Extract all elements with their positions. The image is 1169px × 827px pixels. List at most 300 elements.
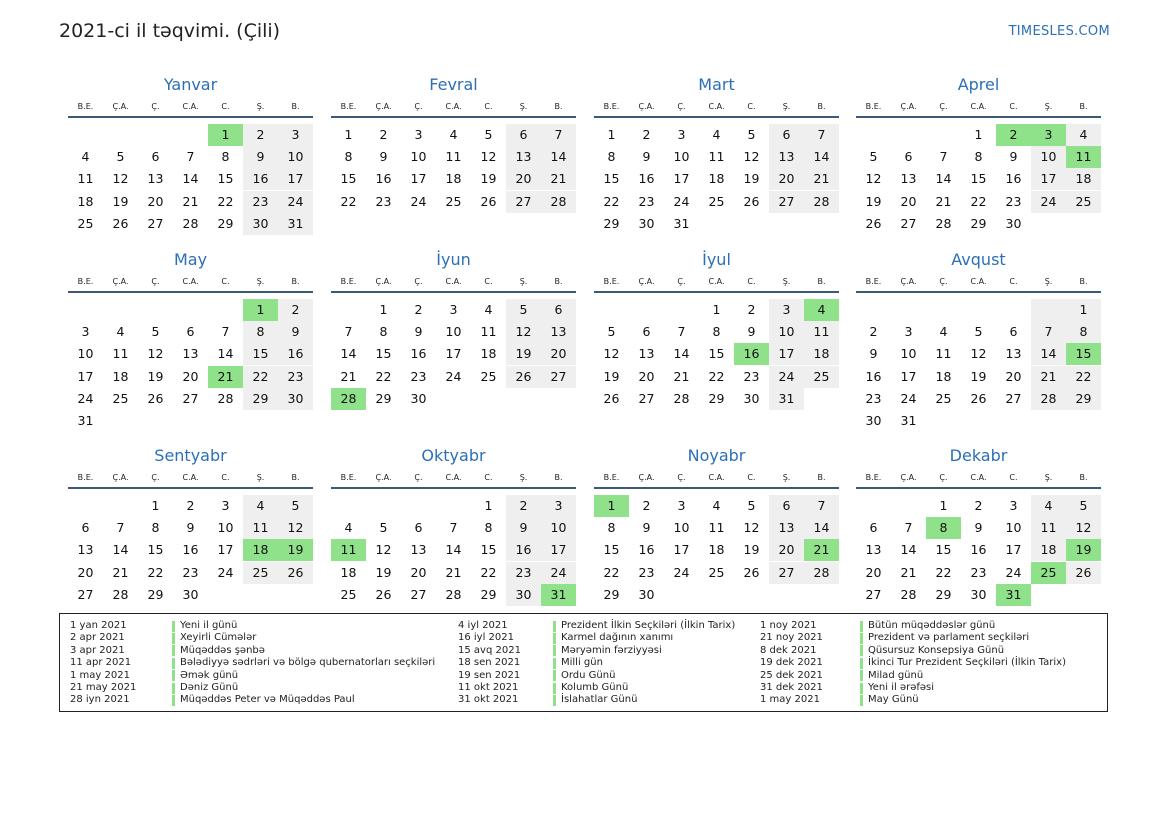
day-cell[interactable]: 24 bbox=[541, 562, 576, 584]
day-cell[interactable]: 7 bbox=[804, 124, 839, 146]
day-cell[interactable]: 6 bbox=[506, 124, 541, 146]
day-cell[interactable]: 4 bbox=[712, 127, 721, 142]
holiday-day-cell[interactable]: 31 bbox=[541, 584, 576, 606]
day-cell[interactable]: 3 bbox=[904, 324, 913, 340]
day-cell[interactable]: 17 bbox=[278, 168, 313, 190]
day-cell[interactable]: 10 bbox=[900, 346, 917, 362]
day-cell[interactable]: 4 bbox=[939, 324, 948, 340]
day-cell[interactable]: 24 bbox=[77, 390, 94, 406]
day-cell[interactable]: 13 bbox=[77, 542, 94, 558]
day-cell[interactable]: 6 bbox=[642, 324, 651, 340]
day-cell[interactable]: 19 bbox=[865, 193, 882, 209]
day-cell[interactable]: 4 bbox=[243, 495, 278, 517]
holiday-day-cell[interactable]: 19 bbox=[1066, 539, 1101, 561]
day-cell[interactable]: 12 bbox=[375, 542, 392, 558]
day-cell[interactable]: 26 bbox=[112, 215, 129, 231]
day-cell[interactable]: 31 bbox=[673, 215, 690, 231]
day-cell[interactable]: 4 bbox=[81, 149, 90, 165]
day-cell[interactable]: 5 bbox=[151, 324, 160, 340]
day-cell[interactable]: 16 bbox=[1005, 171, 1022, 187]
day-cell[interactable]: 20 bbox=[147, 193, 164, 209]
day-cell[interactable]: 21 bbox=[900, 564, 917, 580]
day-cell[interactable]: 30 bbox=[278, 388, 313, 410]
day-cell[interactable]: 20 bbox=[900, 193, 917, 209]
day-cell[interactable]: 3 bbox=[541, 495, 576, 517]
day-cell[interactable]: 21 bbox=[935, 193, 952, 209]
day-cell[interactable]: 25 bbox=[708, 564, 725, 580]
day-cell[interactable]: 25 bbox=[77, 215, 94, 231]
day-cell[interactable]: 27 bbox=[182, 390, 199, 406]
day-cell[interactable]: 28 bbox=[445, 586, 462, 602]
day-cell[interactable]: 16 bbox=[375, 171, 392, 187]
day-cell[interactable]: 28 bbox=[217, 390, 234, 406]
day-cell[interactable]: 29 bbox=[708, 390, 725, 406]
day-cell[interactable]: 19 bbox=[970, 368, 987, 384]
day-cell[interactable]: 20 bbox=[182, 368, 199, 384]
day-cell[interactable]: 25 bbox=[445, 193, 462, 209]
day-cell[interactable]: 18 bbox=[77, 193, 94, 209]
day-cell[interactable]: 10 bbox=[445, 324, 462, 340]
day-cell[interactable]: 16 bbox=[865, 368, 882, 384]
day-cell[interactable]: 7 bbox=[677, 324, 686, 340]
day-cell[interactable]: 29 bbox=[375, 390, 392, 406]
day-cell[interactable]: 8 bbox=[344, 149, 353, 165]
day-cell[interactable]: 7 bbox=[186, 149, 195, 165]
day-cell[interactable]: 23 bbox=[506, 562, 541, 584]
day-cell[interactable]: 17 bbox=[673, 542, 690, 558]
day-cell[interactable]: 14 bbox=[217, 346, 234, 362]
day-cell[interactable]: 2 bbox=[642, 498, 651, 513]
day-cell[interactable]: 17 bbox=[1005, 542, 1022, 558]
day-cell[interactable]: 17 bbox=[1031, 168, 1066, 190]
day-cell[interactable]: 6 bbox=[414, 520, 423, 536]
day-cell[interactable]: 12 bbox=[1066, 517, 1101, 539]
day-cell[interactable]: 10 bbox=[673, 520, 690, 536]
day-cell[interactable]: 4 bbox=[344, 520, 353, 536]
day-cell[interactable]: 30 bbox=[970, 586, 987, 602]
day-cell[interactable]: 3 bbox=[677, 127, 686, 142]
day-cell[interactable]: 27 bbox=[1005, 390, 1022, 406]
day-cell[interactable]: 1 bbox=[484, 498, 493, 513]
day-cell[interactable]: 12 bbox=[743, 520, 760, 536]
day-cell[interactable]: 15 bbox=[603, 542, 620, 558]
day-cell[interactable]: 27 bbox=[506, 191, 541, 213]
day-cell[interactable]: 25 bbox=[804, 366, 839, 388]
day-cell[interactable]: 1 bbox=[151, 498, 160, 513]
day-cell[interactable]: 18 bbox=[804, 343, 839, 365]
day-cell[interactable]: 26 bbox=[970, 390, 987, 406]
day-cell[interactable]: 19 bbox=[743, 171, 760, 187]
day-cell[interactable]: 31 bbox=[769, 388, 804, 410]
day-cell[interactable]: 12 bbox=[506, 321, 541, 343]
day-cell[interactable]: 6 bbox=[151, 149, 160, 165]
day-cell[interactable]: 9 bbox=[974, 520, 983, 536]
day-cell[interactable]: 28 bbox=[935, 215, 952, 231]
day-cell[interactable]: 7 bbox=[541, 124, 576, 146]
day-cell[interactable]: 20 bbox=[506, 168, 541, 190]
day-cell[interactable]: 21 bbox=[1031, 366, 1066, 388]
day-cell[interactable]: 10 bbox=[541, 517, 576, 539]
day-cell[interactable]: 18 bbox=[1031, 539, 1066, 561]
day-cell[interactable]: 7 bbox=[449, 520, 458, 536]
day-cell[interactable]: 22 bbox=[340, 193, 357, 209]
day-cell[interactable]: 10 bbox=[1005, 520, 1022, 536]
day-cell[interactable]: 5 bbox=[747, 498, 756, 513]
day-cell[interactable]: 2 bbox=[186, 498, 195, 513]
day-cell[interactable]: 13 bbox=[638, 346, 655, 362]
day-cell[interactable]: 8 bbox=[379, 324, 388, 340]
day-cell[interactable]: 24 bbox=[769, 366, 804, 388]
holiday-day-cell[interactable]: 28 bbox=[331, 388, 366, 410]
day-cell[interactable]: 14 bbox=[1031, 343, 1066, 365]
day-cell[interactable]: 27 bbox=[769, 191, 804, 213]
day-cell[interactable]: 2 bbox=[747, 302, 756, 317]
day-cell[interactable]: 25 bbox=[480, 368, 497, 384]
day-cell[interactable]: 17 bbox=[410, 171, 427, 187]
day-cell[interactable]: 22 bbox=[935, 564, 952, 580]
day-cell[interactable]: 3 bbox=[449, 302, 458, 317]
day-cell[interactable]: 23 bbox=[743, 368, 760, 384]
day-cell[interactable]: 5 bbox=[1066, 495, 1101, 517]
day-cell[interactable]: 8 bbox=[151, 520, 160, 536]
site-link[interactable]: TIMESLES.COM bbox=[1008, 24, 1110, 39]
day-cell[interactable]: 14 bbox=[804, 146, 839, 168]
day-cell[interactable]: 26 bbox=[375, 586, 392, 602]
holiday-day-cell[interactable]: 25 bbox=[1031, 562, 1066, 584]
day-cell[interactable]: 17 bbox=[900, 368, 917, 384]
day-cell[interactable]: 1 bbox=[1066, 299, 1101, 321]
day-cell[interactable]: 23 bbox=[970, 564, 987, 580]
day-cell[interactable]: 5 bbox=[747, 127, 756, 142]
day-cell[interactable]: 14 bbox=[935, 171, 952, 187]
day-cell[interactable]: 18 bbox=[935, 368, 952, 384]
day-cell[interactable]: 12 bbox=[970, 346, 987, 362]
day-cell[interactable]: 31 bbox=[278, 213, 313, 235]
day-cell[interactable]: 24 bbox=[1005, 564, 1022, 580]
day-cell[interactable]: 4 bbox=[1066, 124, 1101, 146]
day-cell[interactable]: 22 bbox=[970, 193, 987, 209]
holiday-day-cell[interactable]: 31 bbox=[996, 584, 1031, 606]
day-cell[interactable]: 9 bbox=[869, 346, 878, 362]
day-cell[interactable]: 15 bbox=[480, 542, 497, 558]
day-cell[interactable]: 6 bbox=[869, 520, 878, 536]
day-cell[interactable]: 8 bbox=[1066, 321, 1101, 343]
day-cell[interactable]: 28 bbox=[112, 586, 129, 602]
day-cell[interactable]: 9 bbox=[379, 149, 388, 165]
day-cell[interactable]: 17 bbox=[769, 343, 804, 365]
holiday-day-cell[interactable]: 21 bbox=[208, 366, 243, 388]
day-cell[interactable]: 6 bbox=[769, 495, 804, 517]
day-cell[interactable]: 20 bbox=[541, 343, 576, 365]
day-cell[interactable]: 26 bbox=[147, 390, 164, 406]
day-cell[interactable]: 16 bbox=[182, 542, 199, 558]
day-cell[interactable]: 19 bbox=[112, 193, 129, 209]
holiday-day-cell[interactable]: 18 bbox=[243, 539, 278, 561]
day-cell[interactable]: 31 bbox=[900, 413, 917, 428]
day-cell[interactable]: 23 bbox=[243, 191, 278, 213]
day-cell[interactable]: 27 bbox=[769, 562, 804, 584]
day-cell[interactable]: 11 bbox=[708, 520, 725, 536]
day-cell[interactable]: 23 bbox=[1005, 193, 1022, 209]
holiday-day-cell[interactable]: 21 bbox=[804, 539, 839, 561]
day-cell[interactable]: 29 bbox=[603, 586, 620, 602]
day-cell[interactable]: 13 bbox=[541, 321, 576, 343]
day-cell[interactable]: 15 bbox=[147, 542, 164, 558]
day-cell[interactable]: 11 bbox=[445, 149, 462, 165]
day-cell[interactable]: 10 bbox=[769, 321, 804, 343]
day-cell[interactable]: 27 bbox=[541, 366, 576, 388]
day-cell[interactable]: 10 bbox=[410, 149, 427, 165]
day-cell[interactable]: 28 bbox=[900, 586, 917, 602]
day-cell[interactable]: 7 bbox=[344, 324, 353, 340]
holiday-day-cell[interactable]: 11 bbox=[1066, 146, 1101, 168]
day-cell[interactable]: 27 bbox=[900, 215, 917, 231]
day-cell[interactable]: 11 bbox=[804, 321, 839, 343]
day-cell[interactable]: 28 bbox=[182, 215, 199, 231]
day-cell[interactable]: 22 bbox=[603, 564, 620, 580]
day-cell[interactable]: 21 bbox=[182, 193, 199, 209]
day-cell[interactable]: 25 bbox=[708, 193, 725, 209]
day-cell[interactable]: 13 bbox=[182, 346, 199, 362]
day-cell[interactable]: 14 bbox=[445, 542, 462, 558]
day-cell[interactable]: 16 bbox=[638, 542, 655, 558]
day-cell[interactable]: 9 bbox=[1009, 149, 1018, 165]
day-cell[interactable]: 30 bbox=[638, 215, 655, 231]
day-cell[interactable]: 3 bbox=[278, 124, 313, 146]
day-cell[interactable]: 1 bbox=[974, 127, 983, 142]
day-cell[interactable]: 13 bbox=[1005, 346, 1022, 362]
day-cell[interactable]: 7 bbox=[116, 520, 125, 536]
day-cell[interactable]: 27 bbox=[865, 586, 882, 602]
day-cell[interactable]: 11 bbox=[243, 517, 278, 539]
day-cell[interactable]: 8 bbox=[974, 149, 983, 165]
day-cell[interactable]: 28 bbox=[804, 191, 839, 213]
holiday-day-cell[interactable]: 1 bbox=[208, 124, 243, 146]
day-cell[interactable]: 16 bbox=[243, 168, 278, 190]
day-cell[interactable]: 22 bbox=[217, 193, 234, 209]
day-cell[interactable]: 16 bbox=[410, 346, 427, 362]
day-cell[interactable]: 8 bbox=[607, 149, 616, 165]
day-cell[interactable]: 13 bbox=[865, 542, 882, 558]
day-cell[interactable]: 13 bbox=[506, 146, 541, 168]
day-cell[interactable]: 2 bbox=[278, 299, 313, 321]
day-cell[interactable]: 12 bbox=[480, 149, 497, 165]
day-cell[interactable]: 15 bbox=[217, 171, 234, 187]
day-cell[interactable]: 26 bbox=[506, 366, 541, 388]
day-cell[interactable]: 28 bbox=[1031, 388, 1066, 410]
day-cell[interactable]: 11 bbox=[935, 346, 952, 362]
day-cell[interactable]: 6 bbox=[186, 324, 195, 340]
day-cell[interactable]: 9 bbox=[642, 149, 651, 165]
day-cell[interactable]: 16 bbox=[278, 343, 313, 365]
day-cell[interactable]: 7 bbox=[1031, 321, 1066, 343]
day-cell[interactable]: 2 bbox=[243, 124, 278, 146]
day-cell[interactable]: 15 bbox=[340, 171, 357, 187]
day-cell[interactable]: 26 bbox=[278, 562, 313, 584]
day-cell[interactable]: 13 bbox=[147, 171, 164, 187]
day-cell[interactable]: 4 bbox=[449, 127, 458, 142]
day-cell[interactable]: 26 bbox=[743, 193, 760, 209]
day-cell[interactable]: 20 bbox=[638, 368, 655, 384]
day-cell[interactable]: 29 bbox=[217, 215, 234, 231]
day-cell[interactable]: 14 bbox=[112, 542, 129, 558]
day-cell[interactable]: 5 bbox=[379, 520, 388, 536]
day-cell[interactable]: 9 bbox=[747, 324, 756, 340]
day-cell[interactable]: 14 bbox=[673, 346, 690, 362]
day-cell[interactable]: 30 bbox=[410, 390, 427, 406]
day-cell[interactable]: 8 bbox=[607, 520, 616, 536]
day-cell[interactable]: 24 bbox=[217, 564, 234, 580]
day-cell[interactable]: 26 bbox=[743, 564, 760, 580]
holiday-day-cell[interactable]: 16 bbox=[734, 343, 769, 365]
day-cell[interactable]: 6 bbox=[1009, 324, 1018, 340]
day-cell[interactable]: 23 bbox=[638, 564, 655, 580]
day-cell[interactable]: 29 bbox=[480, 586, 497, 602]
day-cell[interactable]: 30 bbox=[182, 586, 199, 602]
day-cell[interactable]: 3 bbox=[677, 498, 686, 513]
day-cell[interactable]: 3 bbox=[81, 324, 90, 340]
day-cell[interactable]: 15 bbox=[243, 343, 278, 365]
day-cell[interactable]: 16 bbox=[506, 539, 541, 561]
day-cell[interactable]: 21 bbox=[541, 168, 576, 190]
holiday-day-cell[interactable]: 2 bbox=[996, 124, 1031, 146]
day-cell[interactable]: 2 bbox=[974, 498, 983, 513]
day-cell[interactable]: 16 bbox=[638, 171, 655, 187]
day-cell[interactable]: 21 bbox=[112, 564, 129, 580]
day-cell[interactable]: 22 bbox=[147, 564, 164, 580]
day-cell[interactable]: 19 bbox=[743, 542, 760, 558]
holiday-day-cell[interactable]: 1 bbox=[594, 495, 629, 517]
day-cell[interactable]: 9 bbox=[186, 520, 195, 536]
day-cell[interactable]: 13 bbox=[769, 146, 804, 168]
day-cell[interactable]: 20 bbox=[769, 168, 804, 190]
day-cell[interactable]: 5 bbox=[974, 324, 983, 340]
day-cell[interactable]: 28 bbox=[804, 562, 839, 584]
day-cell[interactable]: 5 bbox=[607, 324, 616, 340]
day-cell[interactable]: 11 bbox=[480, 324, 497, 340]
day-cell[interactable]: 29 bbox=[147, 586, 164, 602]
day-cell[interactable]: 3 bbox=[769, 299, 804, 321]
day-cell[interactable]: 18 bbox=[340, 564, 357, 580]
day-cell[interactable]: 23 bbox=[182, 564, 199, 580]
day-cell[interactable]: 29 bbox=[935, 586, 952, 602]
day-cell[interactable]: 28 bbox=[541, 191, 576, 213]
day-cell[interactable]: 31 bbox=[77, 413, 94, 428]
day-cell[interactable]: 29 bbox=[603, 215, 620, 231]
day-cell[interactable]: 6 bbox=[904, 149, 913, 165]
day-cell[interactable]: 15 bbox=[708, 346, 725, 362]
day-cell[interactable]: 9 bbox=[278, 321, 313, 343]
day-cell[interactable]: 22 bbox=[480, 564, 497, 580]
day-cell[interactable]: 13 bbox=[769, 517, 804, 539]
day-cell[interactable]: 7 bbox=[804, 495, 839, 517]
day-cell[interactable]: 11 bbox=[77, 171, 94, 187]
day-cell[interactable]: 24 bbox=[900, 390, 917, 406]
day-cell[interactable]: 30 bbox=[506, 584, 541, 606]
day-cell[interactable]: 14 bbox=[900, 542, 917, 558]
day-cell[interactable]: 24 bbox=[278, 191, 313, 213]
day-cell[interactable]: 17 bbox=[217, 542, 234, 558]
holiday-day-cell[interactable]: 11 bbox=[331, 539, 366, 561]
day-cell[interactable]: 11 bbox=[708, 149, 725, 165]
day-cell[interactable]: 12 bbox=[743, 149, 760, 165]
day-cell[interactable]: 13 bbox=[410, 542, 427, 558]
day-cell[interactable]: 2 bbox=[379, 127, 388, 142]
day-cell[interactable]: 24 bbox=[1031, 191, 1066, 213]
day-cell[interactable]: 7 bbox=[904, 520, 913, 536]
day-cell[interactable]: 1 bbox=[344, 127, 353, 142]
day-cell[interactable]: 3 bbox=[221, 498, 230, 513]
day-cell[interactable]: 5 bbox=[278, 495, 313, 517]
day-cell[interactable]: 20 bbox=[1005, 368, 1022, 384]
day-cell[interactable]: 15 bbox=[935, 542, 952, 558]
holiday-day-cell[interactable]: 1 bbox=[243, 299, 278, 321]
day-cell[interactable]: 7 bbox=[939, 149, 948, 165]
day-cell[interactable]: 15 bbox=[375, 346, 392, 362]
day-cell[interactable]: 3 bbox=[1009, 498, 1018, 513]
day-cell[interactable]: 23 bbox=[865, 390, 882, 406]
day-cell[interactable]: 9 bbox=[642, 520, 651, 536]
day-cell[interactable]: 21 bbox=[340, 368, 357, 384]
day-cell[interactable]: 1 bbox=[939, 498, 948, 513]
day-cell[interactable]: 21 bbox=[445, 564, 462, 580]
day-cell[interactable]: 20 bbox=[865, 564, 882, 580]
day-cell[interactable]: 25 bbox=[340, 586, 357, 602]
day-cell[interactable]: 11 bbox=[112, 346, 129, 362]
day-cell[interactable]: 17 bbox=[673, 171, 690, 187]
day-cell[interactable]: 19 bbox=[147, 368, 164, 384]
day-cell[interactable]: 30 bbox=[243, 213, 278, 235]
holiday-day-cell[interactable]: 19 bbox=[278, 539, 313, 561]
day-cell[interactable]: 30 bbox=[865, 413, 882, 428]
day-cell[interactable]: 25 bbox=[935, 390, 952, 406]
day-cell[interactable]: 2 bbox=[414, 302, 423, 317]
day-cell[interactable]: 29 bbox=[243, 388, 278, 410]
day-cell[interactable]: 25 bbox=[1066, 191, 1101, 213]
day-cell[interactable]: 19 bbox=[375, 564, 392, 580]
day-cell[interactable]: 10 bbox=[1031, 146, 1066, 168]
day-cell[interactable]: 1 bbox=[607, 127, 616, 142]
day-cell[interactable]: 18 bbox=[112, 368, 129, 384]
day-cell[interactable]: 10 bbox=[673, 149, 690, 165]
day-cell[interactable]: 28 bbox=[673, 390, 690, 406]
day-cell[interactable]: 17 bbox=[445, 346, 462, 362]
day-cell[interactable]: 17 bbox=[77, 368, 94, 384]
day-cell[interactable]: 18 bbox=[1066, 168, 1101, 190]
day-cell[interactable]: 2 bbox=[642, 127, 651, 142]
day-cell[interactable]: 14 bbox=[182, 171, 199, 187]
day-cell[interactable]: 7 bbox=[221, 324, 230, 340]
day-cell[interactable]: 24 bbox=[673, 193, 690, 209]
day-cell[interactable]: 26 bbox=[603, 390, 620, 406]
holiday-day-cell[interactable]: 15 bbox=[1066, 343, 1101, 365]
day-cell[interactable]: 19 bbox=[506, 343, 541, 365]
day-cell[interactable]: 12 bbox=[147, 346, 164, 362]
day-cell[interactable]: 27 bbox=[77, 586, 94, 602]
day-cell[interactable]: 5 bbox=[506, 299, 541, 321]
day-cell[interactable]: 6 bbox=[541, 299, 576, 321]
day-cell[interactable]: 30 bbox=[638, 586, 655, 602]
day-cell[interactable]: 25 bbox=[243, 562, 278, 584]
day-cell[interactable]: 20 bbox=[77, 564, 94, 580]
day-cell[interactable]: 21 bbox=[673, 368, 690, 384]
day-cell[interactable]: 23 bbox=[278, 366, 313, 388]
day-cell[interactable]: 22 bbox=[243, 366, 278, 388]
day-cell[interactable]: 18 bbox=[708, 171, 725, 187]
day-cell[interactable]: 29 bbox=[1066, 388, 1101, 410]
day-cell[interactable]: 14 bbox=[340, 346, 357, 362]
day-cell[interactable]: 12 bbox=[278, 517, 313, 539]
